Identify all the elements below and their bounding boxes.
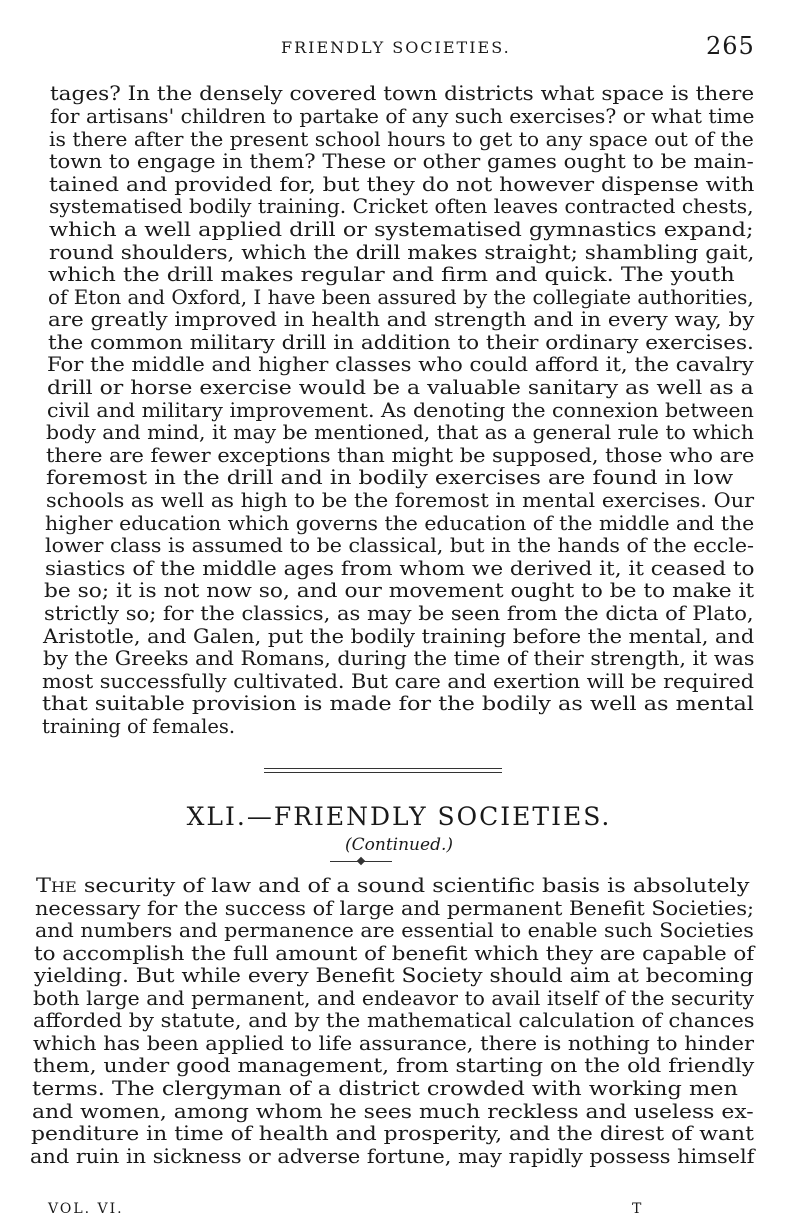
text-line: schools as well as high to be the foremost in mental exercises. Our bbox=[46, 489, 755, 512]
section-divider-rule bbox=[264, 768, 502, 769]
text-line: by the Greeks and Romans, during the time of their strength, it was bbox=[43, 647, 755, 670]
text-line: Aristotle, and Galen, put the bodily training before the mental, and bbox=[43, 625, 755, 648]
text-line: which has been applied to life assurance, there is nothing to hinder bbox=[33, 1032, 754, 1055]
text-line: be so; it is not now so, and our movement ought to be to make it bbox=[44, 579, 755, 602]
text-line: systematised bodily training. Cricket often leaves contracted chests, bbox=[49, 195, 754, 218]
text-line: there are fewer exceptions than might be supposed, those who are bbox=[46, 444, 755, 467]
volume-label: VOL. VI. bbox=[48, 1201, 124, 1217]
text-line: civil and military improvement. As denoting the connexion between bbox=[47, 399, 754, 422]
section-divider-rule bbox=[264, 772, 502, 773]
text-line: and ruin in sickness or adverse fortune, may rapidly possess himself bbox=[30, 1145, 755, 1168]
text-line: which a well applied drill or systematised gymnastics expand; bbox=[49, 218, 754, 241]
text-line: are greatly improved in health and strength and in every way, by bbox=[48, 308, 755, 331]
text-line-rest: security of law and of a sound scientific basis is absolutely bbox=[76, 874, 750, 897]
text-line: most successfully cultivated. But care and exertion will be required bbox=[42, 670, 755, 693]
text-line: terms. The clergyman of a district crowded with working men bbox=[32, 1077, 738, 1100]
text-line: them, under good management, from starting on the old friendly bbox=[33, 1054, 755, 1077]
text-line: necessary for the success of large and permanent Benefit Societies; bbox=[35, 897, 755, 920]
signature-mark: T bbox=[632, 1201, 642, 1217]
text-line: foremost in the drill and in bodily exercises are found in low bbox=[46, 466, 734, 489]
text-line: town to engage in them? These or other games ought to be main- bbox=[49, 150, 754, 173]
text-line: body and mind, it may be mentioned, that as a general rule to which bbox=[46, 421, 754, 444]
text-line: the common military drill in addition to their ordinary exercises. bbox=[48, 331, 754, 354]
text-line: which the drill makes regular and firm and quick. The youth bbox=[48, 263, 735, 286]
text-line: lower class is assumed to be classical, but in the hands of the eccle- bbox=[45, 534, 754, 557]
text-line bbox=[36, 875, 749, 897]
page-header bbox=[0, 34, 798, 64]
text-line: penditure in time of health and prosperity, and the direst of want bbox=[31, 1122, 754, 1145]
text-line: for artisans' children to partake of any such exercises? or what time bbox=[50, 105, 755, 128]
text-line: and women, among whom he sees much reckless and useless ex- bbox=[32, 1100, 754, 1123]
text-line: that suitable provision is made for the bodily as well as mental bbox=[42, 692, 754, 715]
text-line: of Eton and Oxford, I have been assured by the collegiate authorities, bbox=[48, 286, 754, 309]
section-title: XLI.—FRIENDLY SOCIETIES. bbox=[186, 802, 612, 831]
drop-word: The bbox=[36, 874, 77, 897]
text-line: training of females. bbox=[42, 715, 236, 738]
page-number: 265 bbox=[706, 32, 755, 60]
text-line: yielding. But while every Benefit Society should aim at becoming bbox=[34, 964, 754, 987]
running-title: FRIENDLY SOCIETIES. bbox=[281, 38, 511, 57]
text-line: to accomplish the full amount of benefit which they are capable of bbox=[34, 942, 755, 965]
text-line: strictly so; for the classics, as may be seen from the dicta of Plato, bbox=[44, 602, 754, 625]
text-line: afforded by statute, and by the mathematical calculation of chances bbox=[33, 1009, 755, 1032]
section-subtitle: (Continued.) bbox=[345, 835, 453, 855]
ornament-rule bbox=[330, 858, 392, 866]
text-line: is there after the present school hours to get to any space out of the bbox=[49, 128, 754, 151]
diamond-icon bbox=[357, 857, 365, 865]
text-line: and numbers and permanence are essential to enable such Societies bbox=[35, 919, 754, 942]
text-line: siastics of the middle ages from whom we derived it, it ceased to bbox=[45, 557, 755, 580]
text-line: round shoulders, which the drill makes straight; shambling gait, bbox=[49, 241, 755, 264]
text-line: For the middle and higher classes who could afford it, the cavalry bbox=[47, 353, 754, 376]
text-line: both large and permanent, and endeavor to avail itself of the security bbox=[33, 987, 755, 1010]
text-line: tages? In the densely covered town districts what space is there bbox=[50, 82, 755, 105]
text-line: higher education which governs the education of the middle and the bbox=[45, 512, 755, 535]
text-line: drill or horse exercise would be a valuable sanitary as well as a bbox=[47, 376, 754, 399]
text-line: tained and provided for, but they do not however dispense with bbox=[49, 173, 755, 196]
